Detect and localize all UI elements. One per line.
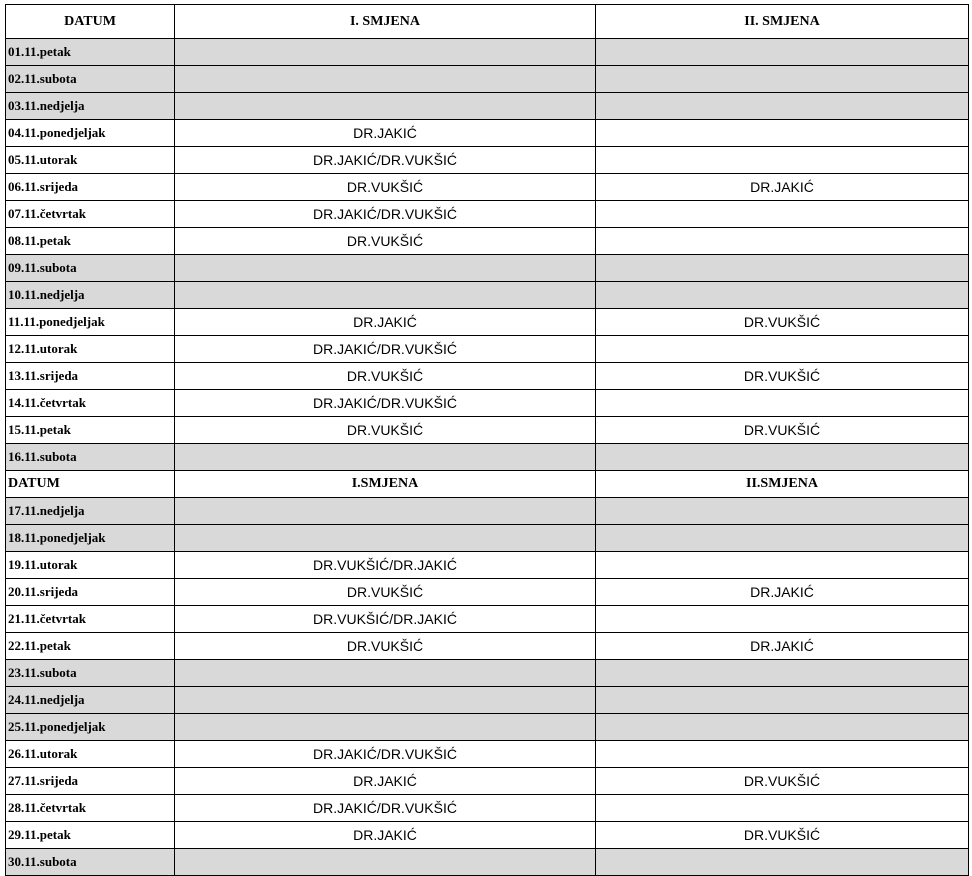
shift1-cell [175,660,596,687]
header2-shift2: II.SMJENA [596,471,969,498]
schedule-row [6,363,969,390]
header2-shift1: I.SMJENA [175,471,596,498]
schedule-row [6,741,969,768]
schedule-row [6,93,969,120]
date-cell: 11.11.ponedjeljak [6,309,175,336]
date-cell: 23.11.subota [6,660,175,687]
shift2-cell: DR.VUKŠIĆ [596,309,969,336]
shift1-cell [175,282,596,309]
shift1-cell [175,93,596,120]
shift2-cell [596,228,969,255]
date-cell: 29.11.petak [6,822,175,849]
schedule-row [6,633,969,660]
date-cell: 10.11.nedjelja [6,282,175,309]
schedule-row [6,228,969,255]
shift1-cell [175,39,596,66]
shift2-cell [596,552,969,579]
date-cell: 19.11.utorak [6,552,175,579]
shift2-cell: DR.VUKŠIĆ [596,417,969,444]
schedule-row [6,606,969,633]
shift2-cell: DR.VUKŠIĆ [596,768,969,795]
shift1-cell [175,444,596,471]
shift2-cell [596,39,969,66]
schedule-row [6,255,969,282]
shift1-cell: DR.VUKŠIĆ [175,417,596,444]
date-cell: 20.11.srijeda [6,579,175,606]
schedule-row [6,147,969,174]
shift1-cell [175,849,596,876]
shift2-cell [596,93,969,120]
shift1-cell: DR.VUKŠIĆ [175,633,596,660]
shift2-cell [596,120,969,147]
date-cell: 13.11.srijeda [6,363,175,390]
schedule-row [6,498,969,525]
shift2-cell: DR.VUKŠIĆ [596,822,969,849]
shift2-cell [596,498,969,525]
shift1-cell [175,66,596,93]
header-shift1: I. SMJENA [175,5,596,39]
shift1-cell: DR.JAKIĆ/DR.VUKŠIĆ [175,201,596,228]
schedule-row [6,120,969,147]
shift1-cell: DR.JAKIĆ/DR.VUKŠIĆ [175,795,596,822]
schedule-row [6,822,969,849]
shift1-cell: DR.JAKIĆ/DR.VUKŠIĆ [175,741,596,768]
header-date: DATUM [6,5,175,39]
schedule-row [6,444,969,471]
date-cell: 22.11.petak [6,633,175,660]
shift2-cell [596,525,969,552]
shift1-cell: DR.JAKIĆ [175,309,596,336]
shift2-cell: DR.JAKIĆ [596,579,969,606]
date-cell: 15.11.petak [6,417,175,444]
schedule-row [6,309,969,336]
header-row-2 [6,471,969,498]
schedule-row [6,768,969,795]
header-shift2: II. SMJENA [596,5,969,39]
schedule-row [6,714,969,741]
date-cell: 09.11.subota [6,255,175,282]
shift1-cell [175,525,596,552]
shift1-cell [175,687,596,714]
date-cell: 06.11.srijeda [6,174,175,201]
schedule-row [6,849,969,876]
header2-date: DATUM [6,471,175,498]
shift2-cell [596,660,969,687]
date-cell: 03.11.nedjelja [6,93,175,120]
shift1-cell [175,714,596,741]
shift2-cell [596,444,969,471]
date-cell: 24.11.nedjelja [6,687,175,714]
schedule-row [6,795,969,822]
shift2-cell [596,390,969,417]
shift2-cell: DR.VUKŠIĆ [596,363,969,390]
date-cell: 26.11.utorak [6,741,175,768]
shift2-cell [596,282,969,309]
shift1-cell: DR.VUKŠIĆ/DR.JAKIĆ [175,552,596,579]
schedule-row [6,282,969,309]
schedule-row [6,336,969,363]
date-cell: 28.11.četvrtak [6,795,175,822]
schedule-row [6,66,969,93]
shift1-cell: DR.VUKŠIĆ [175,174,596,201]
shift2-cell [596,687,969,714]
schedule-row [6,417,969,444]
shift1-cell: DR.JAKIĆ/DR.VUKŠIĆ [175,336,596,363]
shift1-cell: DR.VUKŠIĆ [175,228,596,255]
shift1-cell: DR.JAKIĆ [175,768,596,795]
schedule-row [6,174,969,201]
schedule-row [6,687,969,714]
shift1-cell: DR.VUKŠIĆ/DR.JAKIĆ [175,606,596,633]
shift1-cell: DR.JAKIĆ [175,822,596,849]
date-cell: 07.11.četvrtak [6,201,175,228]
shift1-cell: DR.JAKIĆ/DR.VUKŠIĆ [175,390,596,417]
schedule-body [6,5,969,876]
shift-schedule-table [5,4,969,876]
shift2-cell [596,741,969,768]
shift2-cell [596,147,969,174]
shift2-cell: DR.JAKIĆ [596,633,969,660]
shift1-cell [175,255,596,282]
schedule-row [6,660,969,687]
schedule-row [6,39,969,66]
shift1-cell: DR.VUKŠIĆ [175,579,596,606]
date-cell: 17.11.nedjelja [6,498,175,525]
shift1-cell [175,498,596,525]
date-cell: 08.11.petak [6,228,175,255]
shift2-cell [596,255,969,282]
shift2-cell [596,606,969,633]
shift2-cell [596,66,969,93]
shift2-cell: DR.JAKIĆ [596,174,969,201]
date-cell: 01.11.petak [6,39,175,66]
schedule-row [6,579,969,606]
shift2-cell [596,849,969,876]
header-row [6,5,969,39]
date-cell: 25.11.ponedjeljak [6,714,175,741]
shift1-cell: DR.VUKŠIĆ [175,363,596,390]
date-cell: 12.11.utorak [6,336,175,363]
date-cell: 21.11.četvrtak [6,606,175,633]
date-cell: 14.11.četvrtak [6,390,175,417]
shift2-cell [596,336,969,363]
date-cell: 18.11.ponedjeljak [6,525,175,552]
date-cell: 05.11.utorak [6,147,175,174]
shift2-cell [596,201,969,228]
schedule-row [6,552,969,579]
schedule-row [6,525,969,552]
date-cell: 02.11.subota [6,66,175,93]
date-cell: 30.11.subota [6,849,175,876]
date-cell: 27.11.srijeda [6,768,175,795]
shift2-cell [596,714,969,741]
shift2-cell [596,795,969,822]
schedule-row [6,201,969,228]
date-cell: 16.11.subota [6,444,175,471]
shift1-cell: DR.JAKIĆ/DR.VUKŠIĆ [175,147,596,174]
date-cell: 04.11.ponedjeljak [6,120,175,147]
shift1-cell: DR.JAKIĆ [175,120,596,147]
schedule-row [6,390,969,417]
